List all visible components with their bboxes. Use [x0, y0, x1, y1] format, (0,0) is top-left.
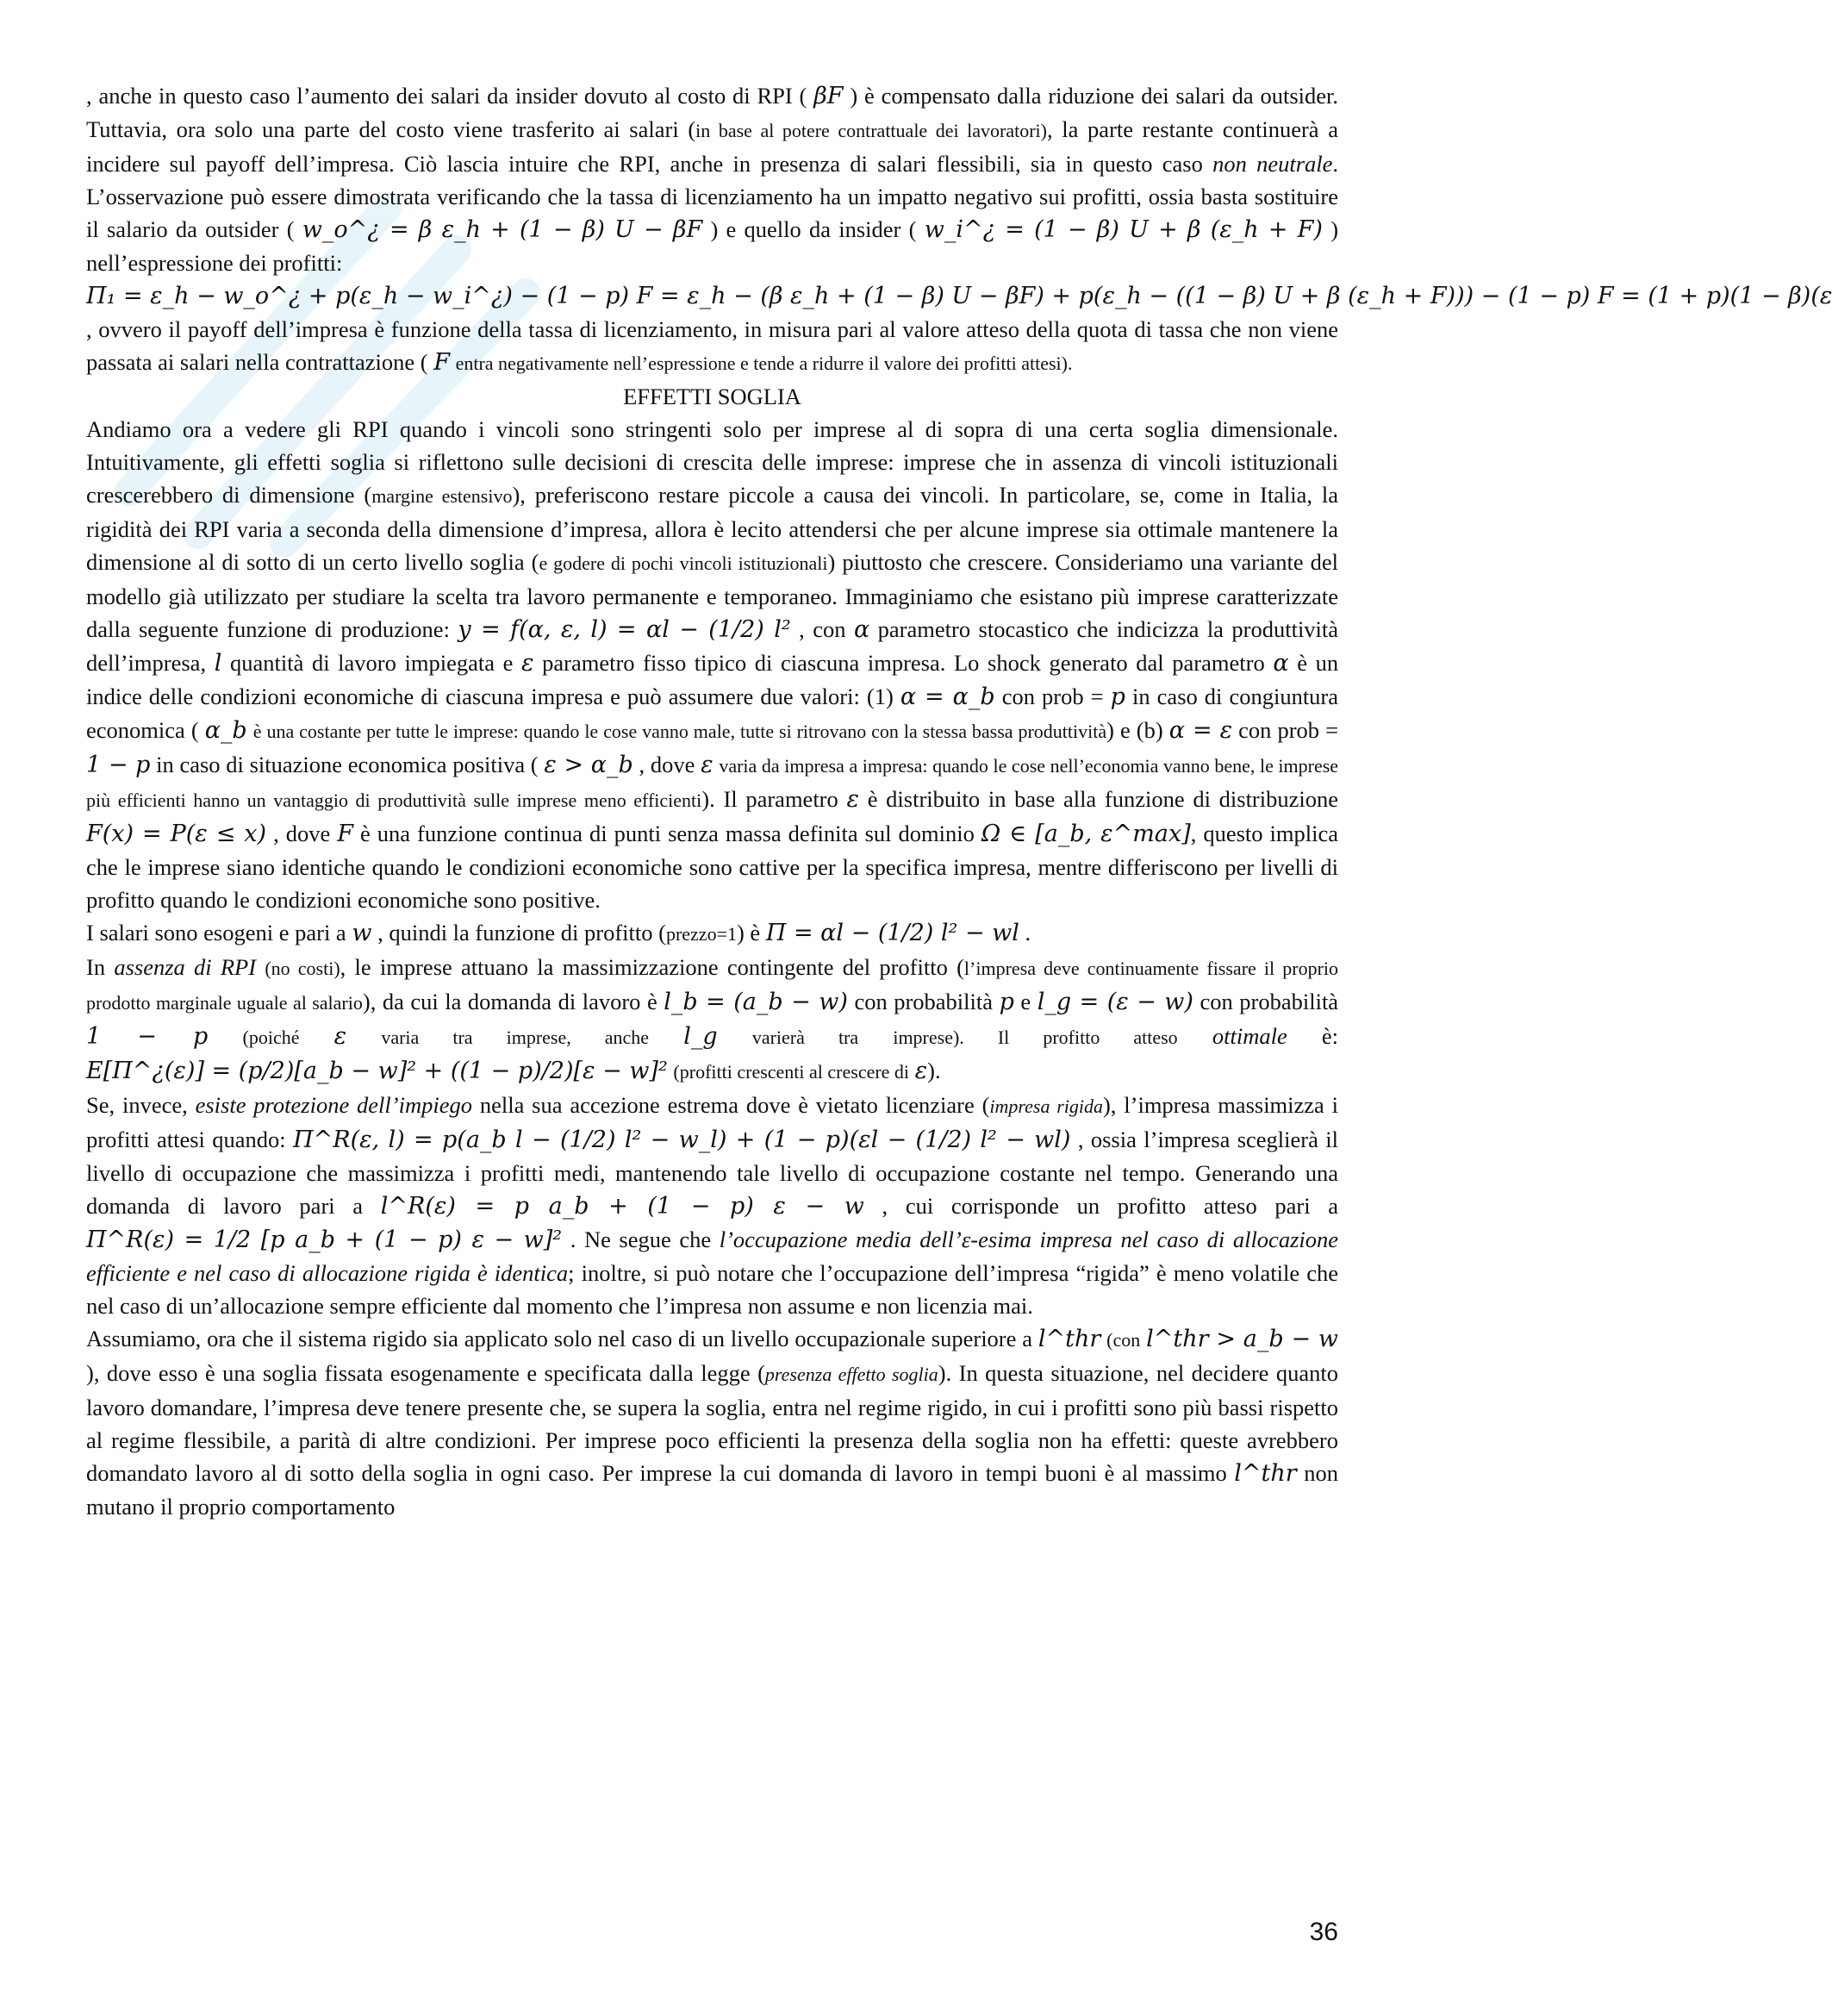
equation-insider-wage: w_i^¿ = (1 − β) U + β (ε_h + F)	[924, 216, 1323, 243]
paragraph-threshold-regime: Assumiamo, ora che il sistema rigido sia applicato solo nel caso di un livello occupazionale superiore a l^thr (con l^thr > a_b − w ), dove esso è una soglia fissata esogenamente e specificata dalla legge (presenza effetto soglia). In questa situazione, nel decidere quanto lavoro domandare, l’impresa deve tenere presente che, se supera la soglia, entra nel regime rigido, in cui i profitti sono più bassi rispetto al regime flessibile, a parità di altre condizioni. Per imprese poco efficienti la presenza della soglia non ha effetti: queste avrebbero domandato lavoro al di sotto della soglia in ogni caso. Per imprese la cui domanda di lavoro in tempi buoni è al massimo l^thr non mutano il proprio comportamento	[86, 1326, 1339, 1520]
equation-profit-function: Π = αl − (1/2) l² − wl	[765, 920, 1019, 946]
equation-production: y = f(α, ε, l) = αl − (1/2) l²	[458, 616, 791, 643]
equation-profit: Π₁ = ε_h − w_o^¿ + p(ε_h − w_i^¿) − (1 − p) F = ε_h − (β ε_h + (1 − β) U − βF) + p(ε_h − ((1 − β) U + β (ε_h + F))) − (1 − p) F = (1 + p)(1 − β)(ε	[86, 283, 1832, 309]
paragraph-threshold-intro: Andiamo ora a vedere gli RPI quando i vincoli sono stringenti solo per imprese al di sopra di una certa soglia dimensionale. Intuitivamente, gli effetti soglia si riflettono sulle decisioni di crescita delle imprese: imprese che in assenza di vincoli istituzionali crescerebbero di dimensione (margine estensivo), preferiscono restare piccole a causa dei vincoli. In particolare, se, come in Italia, la rigidità dei RPI varia a seconda della dimensione d’impresa, allora è lecito attendersi che per alcune imprese sia ottimale mantenere la dimensione al di sotto di un certo livello soglia (e godere di pochi vincoli istituzionali) piuttosto che crescere. Consideriamo una variante del modello già utilizzato per studiare la scelta tra lavoro permanente e temporaneo. Immaginiamo che esistano più imprese caratterizzate dalla seguente funzione di produzione: y = f(α, ε, l) = αl − (1/2) l² , con α parametro stocastico che indicizza la produttività dell’impresa, l quantità di lavoro impiegata e ε parametro fisso tipico di ciascuna impresa. Lo shock generato dal parametro α è un indice delle condizioni economiche di ciascuna impresa e può assumere due valori: (1) α = α_b con prob = p in caso di congiuntura economica ( α_b è una costante per tutte le imprese: quando le cose vanno male, tutte si ritrovano con la stessa bassa produttività) e (b) α = ε con prob = 1 − p in caso di situazione economica positiva ( ε > α_b , dove ε varia da impresa a impresa: quando le cose nell’economia vanno bene, le imprese più efficienti hanno un vantaggio di produttività sulle imprese meno efficienti). Il parametro ε è distribuito in base alla funzione di distribuzione F(x) = P(ε ≤ x) , dove F è una funzione continua di punti senza massa definita sul dominio Ω ∈ [a_b, ε^max], questo implica che le imprese siano identiche quando le condizioni economiche sono cattive per la specifica impresa, mentre differiscono per livelli di profitto quando le condizioni economiche sono positive.	[86, 416, 1339, 913]
paragraph-rigid-firm: Se, invece, esiste protezione dell’impiego nella sua accezione estrema dove è vietato licenziare (impresa rigida), l’impresa massimizza i profitti attesi quando: Π^R(ε, l) = p(a_b l − (1/2) l² − w_l) + (1 − p)(εl − (1/2) l² − wl) , ossia l’impresa sceglierà il livello di occupazione che massimizza i profitti medi, mantenendo tale livello di occupazione costante nel tempo. Generando una domanda di lavoro pari a l^R(ε) = p a_b + (1 − p) ε − w , cui corrisponde un profitto atteso pari a Π^R(ε) = 1/2 [p a_b + (1 − p) ε − w]² . Ne segue che l’occupazione media dell’ε-esima impresa nel caso di allocazione efficiente e nel caso di allocazione rigida è identica; inoltre, si può notare che l’occupazione dell’impresa “rigida” è meno volatile che nel caso di un’allocazione sempre efficiente dal momento che l’impresa non assume e non licenzia mai.	[86, 1092, 1339, 1319]
equation-outsider-wage: w_o^¿ = β ε_h + (1 − β) U − βF	[302, 216, 703, 243]
section-heading: EFFETTI SOGLIA	[623, 384, 801, 409]
document-body	[86, 79, 1832, 1523]
paragraph-payoff: , ovvero il payoff dell’impresa è funzione della tassa di licenziamento, in misura pari al valore atteso della quota di tassa che non viene passata ai salari nella contrattazione ( F entra negativamente nell’espressione e tende a ridurre il valore dei profitti attesi).	[86, 316, 1338, 376]
paragraph-rpi-cost: , anche in questo caso l’aumento dei salari da insider dovuto al costo di RPI ( βF ) è compensato dalla riduzione dei salari da outsider. Tuttavia, ora solo una parte del costo viene trasferito ai salari (in base al potere contrattuale dei lavoratori), la parte restante continuerà a incidere sul payoff dell’impresa. Ciò lascia intuire che RPI, anche in presenza di salari flessibili, sia in questo caso non neutrale. L’osservazione può essere dimostrata verificando che la tassa di licenziamento ha un impatto negativo sui profitti, ossia basta sostituire il salario da outsider ( w_o^¿ = β ε_h + (1 − β) U − βF ) e quello da insider ( w_i^¿ = (1 − β) U + β (ε_h + F) ) nell’espressione dei profitti:	[86, 83, 1339, 276]
paragraph-wages: I salari sono esogeni e pari a w , quindi la funzione di profitto (prezzo=1) è Π = αl − (1/2) l² − wl .	[86, 920, 1031, 946]
equation-profit-row	[86, 279, 1832, 313]
page-number: 36	[1309, 1918, 1338, 1946]
paragraph-no-rpi: In assenza di RPI (no costi), le imprese attuano la massimizzazione contingente del profitto (l’impresa deve continuamente fissare il proprio prodotto marginale uguale al salario), da cui la domanda di lavoro è l_b = (a_b − w) con probabilità p e l_g = (ε − w) con probabilità 1 − p (poiché ε varia tra imprese, anche l_g varierà tra imprese). Il profitto atteso ottimale è: E[Π^¿(ε)] = (p/2)[a_b − w]² + ((1 − p)/2)[ε − w]² (profitti crescenti al crescere di ε).	[86, 954, 1339, 1084]
equation-expected-profit: E[Π^¿(ε)] = (p/2)[a_b − w]² + ((1 − p)/2)[ε − w]²	[86, 1058, 668, 1084]
equation-rigid-profit: Π^R(ε, l) = p(a_b l − (1/2) l² − w_l) + (1 − p)(εl − (1/2) l² − wl)	[293, 1127, 1071, 1153]
